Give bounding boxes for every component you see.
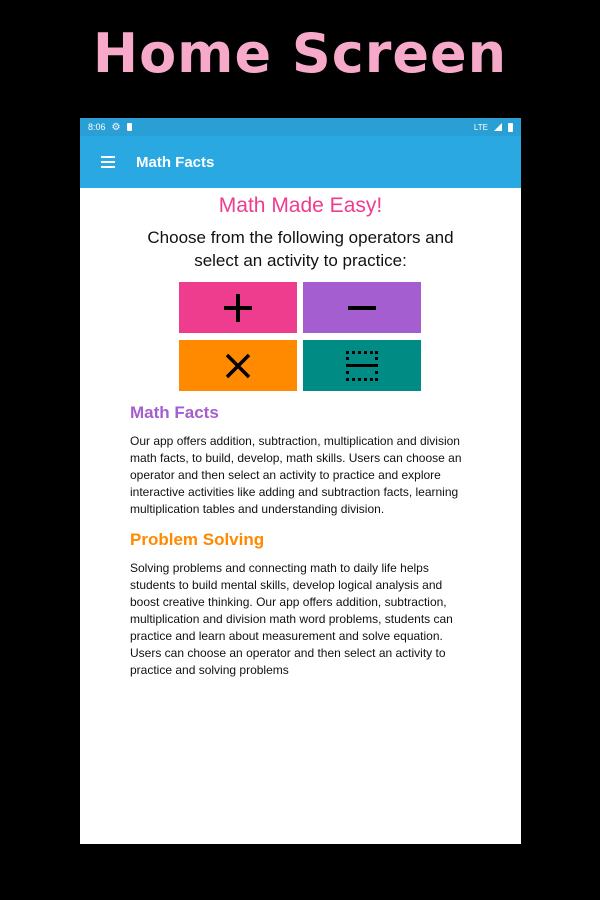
gear-icon: ⚙ bbox=[111, 121, 121, 133]
phone-screen bbox=[80, 118, 521, 844]
app-title: Math Facts bbox=[136, 153, 215, 171]
menu-icon[interactable] bbox=[80, 156, 136, 168]
battery-icon bbox=[508, 123, 513, 132]
math-facts-title: Math Facts bbox=[130, 403, 219, 422]
intro-text bbox=[94, 226, 507, 272]
problem-solving-title: Problem Solving bbox=[130, 530, 265, 549]
multiplication-button[interactable] bbox=[179, 340, 297, 391]
status-bar bbox=[80, 118, 521, 136]
problem-solving-body: Solving problems and connecting math to daily life helps students to build mental skills, develop logical analysis and boost creative thinking. Our app offers addition, subtraction, multiplication and division math word problems, students can practice and learn about measurement and solve equation. Users can choose an operator and then select an activity to practice and solving problems bbox=[130, 561, 453, 677]
multiply-icon bbox=[222, 350, 254, 382]
minus-icon bbox=[346, 292, 378, 324]
main-content bbox=[80, 194, 521, 679]
addition-button[interactable] bbox=[179, 282, 297, 333]
operator-grid bbox=[179, 282, 507, 391]
banner-title: Home Screen bbox=[92, 22, 508, 85]
division-button[interactable] bbox=[303, 340, 421, 391]
intro-line-2: select an activity to practice: bbox=[194, 251, 407, 270]
app-bar bbox=[80, 136, 521, 188]
network-label: LTE bbox=[473, 122, 488, 132]
headline: Math Made Easy! bbox=[218, 194, 383, 217]
subtraction-button[interactable] bbox=[303, 282, 421, 333]
divide-icon bbox=[344, 349, 380, 383]
sim-card-icon bbox=[127, 123, 132, 131]
signal-icon bbox=[494, 123, 502, 131]
status-time: 8:06 bbox=[88, 122, 106, 132]
intro-line-1: Choose from the following operators and bbox=[147, 228, 454, 247]
plus-icon bbox=[222, 292, 254, 324]
math-facts-body: Our app offers addition, subtraction, multiplication and division math facts, to build, develop, math skills. Users can choose an operator and then select an activity to practice and explore interactive activities like adding and subtraction facts, learning multiplication tables and understanding division. bbox=[130, 434, 462, 516]
